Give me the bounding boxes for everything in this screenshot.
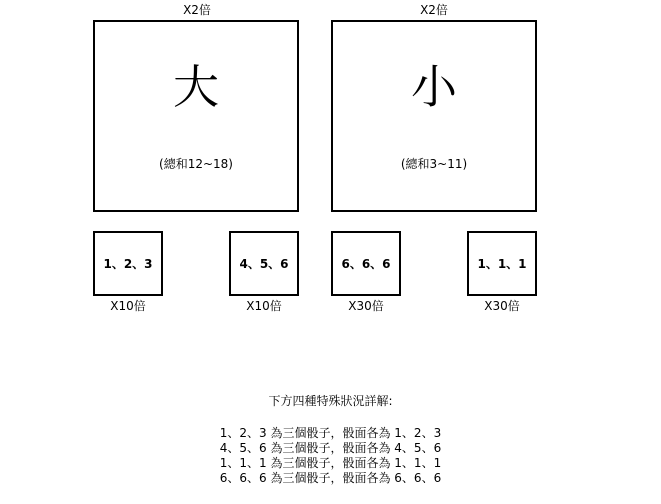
special-multiplier-label: X10倍 bbox=[246, 299, 282, 313]
big-multiplier-label: X2倍 bbox=[183, 3, 211, 17]
big-range-label: (總和12~18) bbox=[159, 157, 233, 171]
special-combo-label: 1、2、3 bbox=[103, 257, 153, 271]
small-multiplier-label: X2倍 bbox=[420, 3, 448, 17]
special-multiplier-label: X10倍 bbox=[110, 299, 146, 313]
big-bet-box[interactable] bbox=[93, 20, 299, 212]
special-notes bbox=[0, 394, 661, 486]
special-combo-label: 4、5、6 bbox=[239, 257, 289, 271]
notes-line: 4、5、6 為三個骰子，骰面各為 4、5、6 bbox=[219, 441, 442, 455]
small-char: 小 bbox=[411, 60, 457, 114]
special-combo-label: 1、1、1 bbox=[477, 257, 527, 271]
notes-line: 1、1、1 為三個骰子，骰面各為 1、1、1 bbox=[219, 456, 442, 470]
special-multiplier-label: X30倍 bbox=[348, 299, 384, 313]
special-bet-box-456[interactable] bbox=[229, 231, 299, 296]
notes-line: 6、6、6 為三個骰子，骰面各為 6、6、6 bbox=[219, 471, 442, 485]
special-combo-label: 6、6、6 bbox=[341, 257, 391, 271]
notes-heading: 下方四種特殊狀況詳解: bbox=[268, 394, 393, 408]
small-range-label: (總和3~11) bbox=[400, 157, 468, 171]
special-bet-box-666[interactable] bbox=[331, 231, 401, 296]
notes-line: 1、2、3 為三個骰子，骰面各為 1、2、3 bbox=[219, 426, 442, 440]
special-bet-box-123[interactable] bbox=[93, 231, 163, 296]
special-multiplier-label: X30倍 bbox=[484, 299, 520, 313]
special-bet-box-111[interactable] bbox=[467, 231, 537, 296]
big-char: 大 bbox=[173, 60, 219, 114]
small-bet-box[interactable] bbox=[331, 20, 537, 212]
